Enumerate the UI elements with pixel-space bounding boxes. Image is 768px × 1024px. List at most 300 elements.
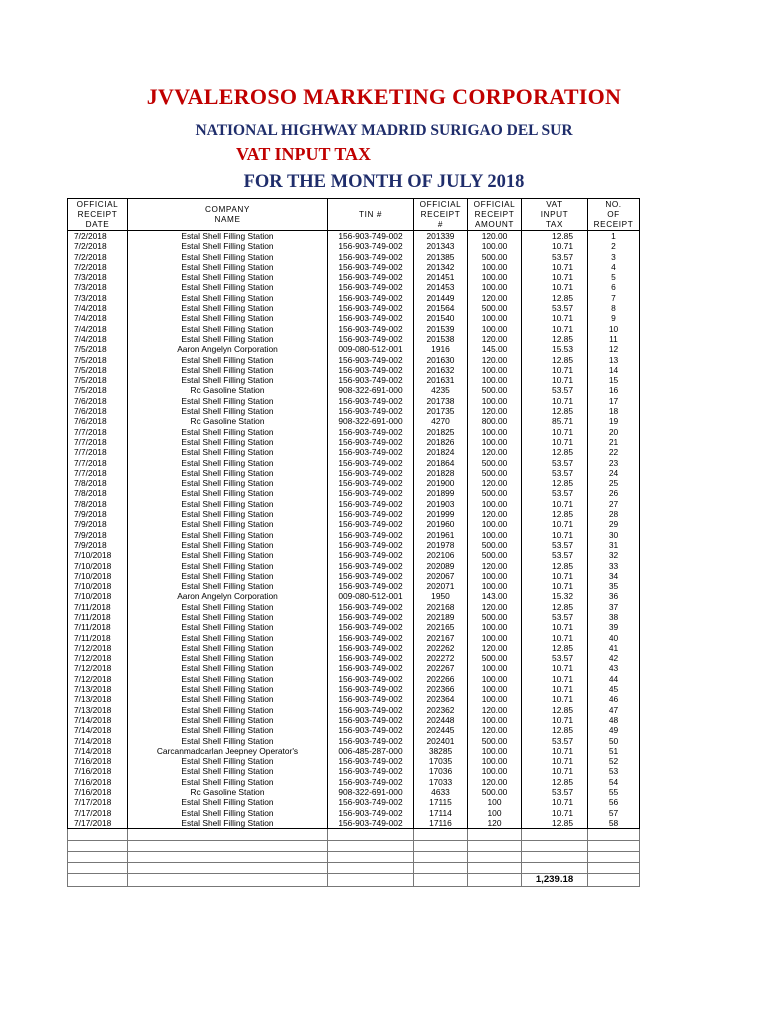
cell-tin: 156-903-749-002 (328, 818, 414, 829)
blank-cell (128, 874, 328, 887)
cell-vat: 10.71 (522, 313, 588, 323)
cell-amount: 120.00 (468, 334, 522, 344)
cell-company: Estal Shell Filling Station (128, 550, 328, 560)
table-row (68, 437, 640, 447)
cell-vat: 85.71 (522, 416, 588, 426)
cell-receipt-no: 202189 (414, 612, 468, 622)
cell-company: Estal Shell Filling Station (128, 653, 328, 663)
cell-receipt-no: 201738 (414, 396, 468, 406)
cell-amount: 100.00 (468, 746, 522, 756)
cell-company: Estal Shell Filling Station (128, 777, 328, 787)
cell-vat: 12.85 (522, 478, 588, 488)
cell-tin: 156-903-749-002 (328, 808, 414, 818)
cell-count: 10 (588, 324, 640, 334)
cell-company: Aaron Angelyn Corporation (128, 344, 328, 354)
cell-tin: 156-903-749-002 (328, 365, 414, 375)
company-title: JVVALEROSO MARKETING CORPORATION (146, 84, 622, 109)
cell-vat: 10.71 (522, 633, 588, 643)
cell-vat: 53.57 (522, 653, 588, 663)
blank-cell (328, 851, 414, 862)
cell-vat: 12.85 (522, 293, 588, 303)
cell-company: Estal Shell Filling Station (128, 396, 328, 406)
table-row (68, 571, 640, 581)
cell-receipt-no: 201564 (414, 303, 468, 313)
cell-company: Estal Shell Filling Station (128, 262, 328, 272)
cell-company: Estal Shell Filling Station (128, 663, 328, 673)
cell-amount: 100.00 (468, 365, 522, 375)
cell-date: 7/4/2018 (68, 334, 128, 344)
cell-vat: 10.71 (522, 797, 588, 807)
cell-receipt-no: 201899 (414, 488, 468, 498)
cell-tin: 156-903-749-002 (328, 777, 414, 787)
cell-receipt-no: 17116 (414, 818, 468, 829)
cell-receipt-no: 202089 (414, 561, 468, 571)
blank-cell (328, 863, 414, 874)
cell-date: 7/5/2018 (68, 375, 128, 385)
cell-amount: 500.00 (468, 540, 522, 550)
cell-amount: 100.00 (468, 622, 522, 632)
cell-company: Estal Shell Filling Station (128, 427, 328, 437)
cell-tin: 156-903-749-002 (328, 622, 414, 632)
cell-tin: 009-080-512-001 (328, 344, 414, 354)
cell-receipt-no: 1950 (414, 591, 468, 601)
cell-date: 7/3/2018 (68, 282, 128, 292)
cell-count: 14 (588, 365, 640, 375)
cell-amount: 120.00 (468, 725, 522, 735)
cell-amount: 120.00 (468, 509, 522, 519)
cell-tin: 156-903-749-002 (328, 375, 414, 385)
cell-date: 7/5/2018 (68, 365, 128, 375)
cell-company: Estal Shell Filling Station (128, 612, 328, 622)
cell-date: 7/4/2018 (68, 324, 128, 334)
table-body (68, 231, 640, 887)
table-row (68, 612, 640, 622)
cell-amount: 100.00 (468, 272, 522, 282)
table-row (68, 385, 640, 395)
col-header-receipt-no: OFFICIAL RECEIPT # (414, 199, 468, 231)
cell-vat: 12.85 (522, 231, 588, 242)
cell-amount: 100.00 (468, 766, 522, 776)
cell-count: 7 (588, 293, 640, 303)
blank-cell (68, 874, 128, 887)
cell-company: Estal Shell Filling Station (128, 519, 328, 529)
cell-amount: 120.00 (468, 643, 522, 653)
cell-receipt-no: 202366 (414, 684, 468, 694)
cell-amount: 120.00 (468, 355, 522, 365)
cell-company: Estal Shell Filling Station (128, 684, 328, 694)
cell-company: Estal Shell Filling Station (128, 509, 328, 519)
cell-date: 7/16/2018 (68, 777, 128, 787)
cell-company: Estal Shell Filling Station (128, 756, 328, 766)
cell-vat: 12.85 (522, 561, 588, 571)
cell-amount: 100.00 (468, 694, 522, 704)
cell-vat: 53.57 (522, 252, 588, 262)
table-row (68, 355, 640, 365)
cell-count: 23 (588, 458, 640, 468)
table-row (68, 725, 640, 735)
cell-receipt-no: 201630 (414, 355, 468, 365)
table-header-row (68, 199, 640, 231)
cell-date: 7/12/2018 (68, 643, 128, 653)
cell-company: Estal Shell Filling Station (128, 365, 328, 375)
total-row (68, 874, 640, 887)
cell-company: Estal Shell Filling Station (128, 375, 328, 385)
blank-cell (128, 829, 328, 840)
cell-tin: 156-903-749-002 (328, 396, 414, 406)
cell-date: 7/3/2018 (68, 293, 128, 303)
cell-date: 7/7/2018 (68, 458, 128, 468)
cell-vat: 10.71 (522, 396, 588, 406)
cell-company: Estal Shell Filling Station (128, 468, 328, 478)
cell-tin: 156-903-749-002 (328, 478, 414, 488)
cell-vat: 12.85 (522, 509, 588, 519)
cell-count: 37 (588, 602, 640, 612)
cell-date: 7/9/2018 (68, 519, 128, 529)
cell-vat: 10.71 (522, 663, 588, 673)
cell-receipt-no: 202106 (414, 550, 468, 560)
cell-company: Estal Shell Filling Station (128, 241, 328, 251)
cell-count: 51 (588, 746, 640, 756)
cell-tin: 156-903-749-002 (328, 766, 414, 776)
cell-receipt-no: 17033 (414, 777, 468, 787)
cell-tin: 156-903-749-002 (328, 303, 414, 313)
vat-input-table (67, 198, 640, 887)
cell-date: 7/14/2018 (68, 715, 128, 725)
cell-receipt-no: 201960 (414, 519, 468, 529)
cell-date: 7/10/2018 (68, 581, 128, 591)
cell-company: Estal Shell Filling Station (128, 540, 328, 550)
cell-receipt-no: 202401 (414, 736, 468, 746)
table-row (68, 241, 640, 251)
cell-date: 7/13/2018 (68, 684, 128, 694)
cell-date: 7/11/2018 (68, 633, 128, 643)
cell-company: Estal Shell Filling Station (128, 447, 328, 457)
cell-receipt-no: 201999 (414, 509, 468, 519)
table-row (68, 540, 640, 550)
cell-receipt-no: 201449 (414, 293, 468, 303)
cell-receipt-no: 17035 (414, 756, 468, 766)
cell-tin: 156-903-749-002 (328, 602, 414, 612)
blank-cell (128, 863, 328, 874)
cell-vat: 12.85 (522, 406, 588, 416)
cell-vat: 10.71 (522, 499, 588, 509)
cell-tin: 156-903-749-002 (328, 550, 414, 560)
cell-company: Estal Shell Filling Station (128, 715, 328, 725)
cell-date: 7/16/2018 (68, 787, 128, 797)
cell-count: 46 (588, 694, 640, 704)
cell-vat: 10.71 (522, 674, 588, 684)
cell-date: 7/17/2018 (68, 797, 128, 807)
cell-count: 25 (588, 478, 640, 488)
cell-count: 20 (588, 427, 640, 437)
blank-cell (128, 840, 328, 851)
cell-company: Carcanmadcarlan Jeepney Operator's (128, 746, 328, 756)
cell-date: 7/7/2018 (68, 468, 128, 478)
cell-amount: 100.00 (468, 437, 522, 447)
cell-vat: 12.85 (522, 334, 588, 344)
table-row (68, 622, 640, 632)
cell-tin: 156-903-749-002 (328, 437, 414, 447)
cell-tin: 156-903-749-002 (328, 797, 414, 807)
cell-count: 50 (588, 736, 640, 746)
cell-receipt-no: 17114 (414, 808, 468, 818)
cell-count: 41 (588, 643, 640, 653)
cell-count: 9 (588, 313, 640, 323)
table-row (68, 458, 640, 468)
cell-count: 24 (588, 468, 640, 478)
cell-vat: 10.71 (522, 427, 588, 437)
cell-receipt-no: 201538 (414, 334, 468, 344)
cell-date: 7/2/2018 (68, 262, 128, 272)
cell-amount: 500.00 (468, 736, 522, 746)
cell-tin: 908-322-691-000 (328, 416, 414, 426)
cell-date: 7/5/2018 (68, 385, 128, 395)
cell-receipt-no: 201631 (414, 375, 468, 385)
cell-date: 7/16/2018 (68, 766, 128, 776)
cell-date: 7/2/2018 (68, 252, 128, 262)
cell-amount: 100.00 (468, 684, 522, 694)
cell-date: 7/8/2018 (68, 499, 128, 509)
cell-tin: 156-903-749-002 (328, 231, 414, 242)
cell-tin: 156-903-749-002 (328, 530, 414, 540)
cell-amount: 143.00 (468, 591, 522, 601)
cell-count: 26 (588, 488, 640, 498)
cell-date: 7/10/2018 (68, 561, 128, 571)
cell-vat: 53.57 (522, 612, 588, 622)
cell-date: 7/10/2018 (68, 571, 128, 581)
cell-date: 7/9/2018 (68, 540, 128, 550)
cell-receipt-no: 4235 (414, 385, 468, 395)
cell-amount: 500.00 (468, 468, 522, 478)
cell-date: 7/6/2018 (68, 396, 128, 406)
cell-company: Rc Gasoline Station (128, 416, 328, 426)
cell-count: 43 (588, 663, 640, 673)
cell-count: 30 (588, 530, 640, 540)
cell-date: 7/14/2018 (68, 746, 128, 756)
cell-receipt-no: 17036 (414, 766, 468, 776)
table-row (68, 416, 640, 426)
cell-amount: 100.00 (468, 715, 522, 725)
cell-date: 7/12/2018 (68, 663, 128, 673)
cell-vat: 10.71 (522, 375, 588, 385)
cell-vat: 10.71 (522, 746, 588, 756)
blank-cell (468, 874, 522, 887)
table-row (68, 334, 640, 344)
cell-amount: 120.00 (468, 293, 522, 303)
cell-count: 27 (588, 499, 640, 509)
cell-receipt-no: 202362 (414, 705, 468, 715)
blank-cell (328, 874, 414, 887)
cell-amount: 500.00 (468, 385, 522, 395)
cell-amount: 120.00 (468, 777, 522, 787)
table-row (68, 293, 640, 303)
cell-vat: 15.32 (522, 591, 588, 601)
cell-date: 7/8/2018 (68, 488, 128, 498)
cell-count: 17 (588, 396, 640, 406)
cell-amount: 120.00 (468, 231, 522, 242)
cell-vat: 12.85 (522, 602, 588, 612)
cell-tin: 156-903-749-002 (328, 643, 414, 653)
table-row (68, 777, 640, 787)
cell-receipt-no: 202448 (414, 715, 468, 725)
cell-receipt-no: 201539 (414, 324, 468, 334)
cell-tin: 156-903-749-002 (328, 633, 414, 643)
cell-receipt-no: 202071 (414, 581, 468, 591)
cell-date: 7/6/2018 (68, 416, 128, 426)
cell-receipt-no: 201339 (414, 231, 468, 242)
col-header-tin: TIN # (328, 199, 414, 231)
cell-count: 42 (588, 653, 640, 663)
table-row (68, 447, 640, 457)
cell-date: 7/3/2018 (68, 272, 128, 282)
blank-cell (588, 863, 640, 874)
blank-cell (414, 829, 468, 840)
cell-company: Estal Shell Filling Station (128, 766, 328, 776)
cell-date: 7/4/2018 (68, 303, 128, 313)
cell-company: Estal Shell Filling Station (128, 561, 328, 571)
cell-vat: 53.57 (522, 540, 588, 550)
cell-count: 4 (588, 262, 640, 272)
cell-receipt-no: 201825 (414, 427, 468, 437)
cell-tin: 156-903-749-002 (328, 262, 414, 272)
cell-receipt-no: 201342 (414, 262, 468, 272)
cell-count: 31 (588, 540, 640, 550)
cell-tin: 156-903-749-002 (328, 293, 414, 303)
cell-tin: 156-903-749-002 (328, 509, 414, 519)
cell-amount: 100.00 (468, 396, 522, 406)
cell-tin: 156-903-749-002 (328, 488, 414, 498)
cell-tin: 156-903-749-002 (328, 313, 414, 323)
cell-tin: 908-322-691-000 (328, 385, 414, 395)
cell-date: 7/2/2018 (68, 231, 128, 242)
blank-cell (328, 829, 414, 840)
blank-cell (68, 863, 128, 874)
cell-amount: 100.00 (468, 519, 522, 529)
cell-amount: 145.00 (468, 344, 522, 354)
cell-amount: 100.00 (468, 499, 522, 509)
blank-cell (414, 863, 468, 874)
cell-count: 2 (588, 241, 640, 251)
cell-receipt-no: 201540 (414, 313, 468, 323)
cell-date: 7/5/2018 (68, 344, 128, 354)
cell-receipt-no: 201826 (414, 437, 468, 447)
blank-row (68, 863, 640, 874)
blank-cell (588, 840, 640, 851)
cell-count: 22 (588, 447, 640, 457)
blank-cell (68, 851, 128, 862)
cell-company: Estal Shell Filling Station (128, 488, 328, 498)
cell-company: Estal Shell Filling Station (128, 571, 328, 581)
table-row (68, 694, 640, 704)
cell-company: Estal Shell Filling Station (128, 406, 328, 416)
table-row (68, 231, 640, 242)
cell-tin: 156-903-749-002 (328, 458, 414, 468)
table-row (68, 252, 640, 262)
cell-date: 7/12/2018 (68, 653, 128, 663)
cell-amount: 100.00 (468, 530, 522, 540)
cell-tin: 156-903-749-002 (328, 406, 414, 416)
cell-amount: 120.00 (468, 561, 522, 571)
cell-count: 1 (588, 231, 640, 242)
company-address: NATIONAL HIGHWAY MADRID SURIGAO DEL SUR (195, 122, 573, 139)
cell-receipt-no: 1916 (414, 344, 468, 354)
table-row (68, 684, 640, 694)
cell-amount: 500.00 (468, 303, 522, 313)
table-row (68, 561, 640, 571)
cell-count: 58 (588, 818, 640, 829)
cell-amount: 100.00 (468, 324, 522, 334)
cell-amount: 500.00 (468, 458, 522, 468)
cell-amount: 100.00 (468, 282, 522, 292)
cell-count: 3 (588, 252, 640, 262)
cell-amount: 500.00 (468, 612, 522, 622)
cell-tin: 156-903-749-002 (328, 705, 414, 715)
cell-date: 7/6/2018 (68, 406, 128, 416)
cell-count: 29 (588, 519, 640, 529)
cell-tin: 156-903-749-002 (328, 499, 414, 509)
cell-company: Estal Shell Filling Station (128, 622, 328, 632)
cell-company: Estal Shell Filling Station (128, 643, 328, 653)
cell-vat: 10.71 (522, 272, 588, 282)
blank-row (68, 840, 640, 851)
cell-amount: 100.00 (468, 571, 522, 581)
cell-vat: 10.71 (522, 694, 588, 704)
blank-cell (414, 840, 468, 851)
cell-receipt-no: 202267 (414, 663, 468, 673)
cell-tin: 156-903-749-002 (328, 334, 414, 344)
cell-company: Estal Shell Filling Station (128, 499, 328, 509)
cell-date: 7/14/2018 (68, 725, 128, 735)
cell-tin: 156-903-749-002 (328, 581, 414, 591)
cell-receipt-no: 201343 (414, 241, 468, 251)
cell-date: 7/10/2018 (68, 591, 128, 601)
blank-cell (522, 829, 588, 840)
cell-tin: 156-903-749-002 (328, 447, 414, 457)
col-header-vat: VAT INPUT TAX (522, 199, 588, 231)
col-header-amount: OFFICIAL RECEIPT AMOUNT (468, 199, 522, 231)
cell-receipt-no: 38285 (414, 746, 468, 756)
cell-vat: 53.57 (522, 458, 588, 468)
cell-company: Estal Shell Filling Station (128, 437, 328, 447)
cell-amount: 100.00 (468, 581, 522, 591)
cell-receipt-no: 201632 (414, 365, 468, 375)
table-row (68, 663, 640, 673)
cell-company: Estal Shell Filling Station (128, 633, 328, 643)
cell-amount: 100.00 (468, 262, 522, 272)
cell-date: 7/16/2018 (68, 756, 128, 766)
table-row (68, 766, 640, 776)
cell-count: 32 (588, 550, 640, 560)
cell-date: 7/11/2018 (68, 612, 128, 622)
cell-receipt-no: 201824 (414, 447, 468, 457)
cell-date: 7/7/2018 (68, 447, 128, 457)
cell-tin: 156-903-749-002 (328, 653, 414, 663)
cell-receipt-no: 201735 (414, 406, 468, 416)
cell-vat: 15.53 (522, 344, 588, 354)
cell-tin: 156-903-749-002 (328, 715, 414, 725)
table-row (68, 797, 640, 807)
table-row (68, 478, 640, 488)
blank-cell (522, 840, 588, 851)
cell-tin: 156-903-749-002 (328, 684, 414, 694)
cell-amount: 500.00 (468, 488, 522, 498)
cell-vat: 10.71 (522, 684, 588, 694)
cell-company: Estal Shell Filling Station (128, 478, 328, 488)
cell-count: 53 (588, 766, 640, 776)
cell-tin: 156-903-749-002 (328, 674, 414, 684)
cell-amount: 500.00 (468, 550, 522, 560)
cell-tin: 156-903-749-002 (328, 324, 414, 334)
